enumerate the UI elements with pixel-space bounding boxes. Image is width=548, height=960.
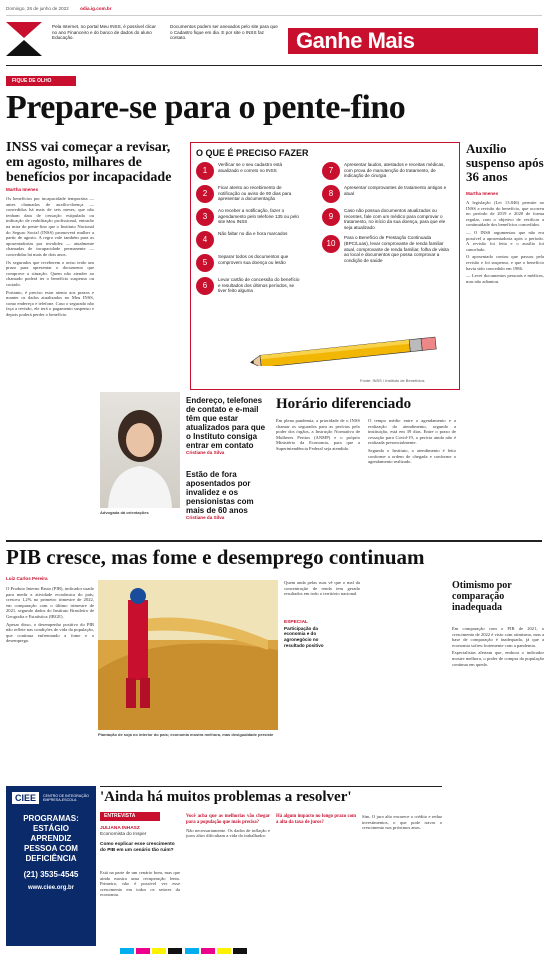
info-item-text: Separar todos os documentos que comprovem sua doença ou lesão bbox=[218, 254, 289, 265]
horario-paragraph: Em plena pandemia, a prioridade de o INSS chamar os segurados para as perícias pelo poder dos órgãos, a Instrução Normativa de Mulheres Peritos (ANMP) e o próprio Ministério da Economia, para que a Superintendência Federal seja atendida. bbox=[276, 418, 360, 451]
info-item bbox=[322, 208, 452, 230]
list-number-icon: 9 bbox=[322, 208, 340, 226]
list-number-icon: 1 bbox=[196, 162, 214, 180]
pib-sidebar bbox=[284, 620, 328, 648]
info-item-text: Não faltar no dia e hora marcados bbox=[218, 231, 288, 236]
list-number-icon: 3 bbox=[196, 208, 214, 226]
horario-body-col2 bbox=[368, 418, 456, 467]
otimismo-paragraph: Especialistas alertam que, embora o indicador mostre melhora, o poder de compra da população continua em queda. bbox=[452, 650, 544, 667]
ciee-org-name: CENTRO DE INTEGRAÇÃO EMPRESA-ESCOLA bbox=[43, 793, 89, 802]
ciee-logo: CIEE bbox=[12, 792, 39, 804]
info-item bbox=[196, 231, 300, 249]
pull-quote-attribution: Cristiane da Silva bbox=[186, 450, 225, 455]
list-number-icon: 10 bbox=[322, 235, 340, 253]
pib-body-col1 bbox=[6, 586, 94, 646]
interview-paragraph: Sim. O juro alto encarece o crédito e reduz investimentos, o que pode travar o crescimento nos próximos anos. bbox=[362, 814, 442, 831]
pull-quote-text: Estão de fora aposentados por invalidez e os pensionistas com mais de 60 anos bbox=[186, 470, 254, 515]
auxilio-paragraph: A legislação (Lei 13.846) permite ao INSS a revisão do benefício, que ocorreu no período de 2019 e 2020 de forma regular, com o objetivo de verificar a continuidade dos benefícios concedidos. bbox=[466, 200, 544, 228]
inss-paragraph: Os benefícios por incapacidade temporária — antes chamados de auxílio-doença — concedidos há mais de seis meses, que não tenham data de cessação estipulada ou indicação de reabilitação profissional, entrarão na mira do pente-fino que o Instituto Nacional do Seguro Social (INSS) promoverá mulher a partir de agosto. A regra vale também para as aposentadorias por invalidez — atualmente chamadas de incapacidade permanente — concedidas há mais de dois anos. bbox=[6, 196, 94, 257]
pib-body-col2 bbox=[284, 580, 360, 599]
pencil-icon bbox=[250, 336, 450, 366]
list-number-icon: 2 bbox=[196, 185, 214, 203]
pib-sidebar-text: Participação da economia e do agronegócio no resultado positivo bbox=[284, 625, 324, 648]
ad-line: PROGRAMAS: bbox=[23, 814, 79, 823]
interview-col1 bbox=[100, 870, 180, 900]
info-item bbox=[322, 235, 452, 263]
horario-headline: Horário diferenciado bbox=[276, 396, 412, 412]
list-number-icon: 7 bbox=[322, 162, 340, 180]
info-item-text: Ficar atento ao recebimento de notificação ou aviso de 90 dias para apresentar a documentação bbox=[218, 185, 292, 202]
pull-quote-2 bbox=[186, 470, 270, 521]
pib-headline: PIB cresce, mas fome e desemprego continuam bbox=[6, 545, 425, 569]
section-tag: FIQUE DE OLHO bbox=[6, 76, 76, 86]
interview-col3 bbox=[276, 814, 356, 828]
auxilio-paragraph: — Levei documentos pessoais e médicos, mas não adiantou. bbox=[466, 273, 544, 284]
info-item bbox=[322, 185, 452, 203]
ad-line: APRENDIZ bbox=[30, 834, 72, 843]
interview-col4 bbox=[362, 814, 442, 833]
ad-line: ESTÁGIO bbox=[32, 824, 69, 833]
otimismo-body bbox=[452, 626, 544, 669]
interview-tag: ENTREVISTA bbox=[100, 812, 160, 821]
inss-author: Martha Imenes bbox=[6, 187, 39, 192]
ad-line: PESSOA COM bbox=[24, 844, 78, 853]
list-number-icon: 8 bbox=[322, 185, 340, 203]
info-item bbox=[196, 254, 300, 272]
ciee-advert[interactable] bbox=[6, 786, 96, 946]
pull-quote-text: Endereço, telefones de contato e e-mail têm que estar atualizados para que o Instituto consiga entrar em contato bbox=[186, 396, 266, 450]
section-masthead: Ganhe Mais bbox=[288, 28, 538, 54]
inss-headline: INSS vai começar a revisar, em agosto, milhares de benefícios por incapacidade bbox=[6, 140, 172, 185]
otimismo-paragraph: Em comparação com o PIB de 2021, o crescimento de 2022 é visto com otimismo, mas a base de comparação é inadequada, já que a economia sofreu fortemente com a pandemia. bbox=[452, 626, 544, 648]
interview-divider bbox=[100, 786, 442, 787]
info-item bbox=[196, 162, 300, 180]
ad-line: DEFICIÊNCIA bbox=[25, 854, 77, 863]
issue-date: Domingo, 26 de junho de 2022 bbox=[6, 6, 69, 11]
info-item-text: Apresentar comprovantes de tratamento antigos e atual bbox=[344, 185, 447, 196]
interviewee-name-text: JULIANA INHASZ bbox=[100, 826, 140, 831]
horario-paragraph: Segundo o Instituto, o atendimento é feito conforme a ordem de chegada e conforme o agendamento realizado. bbox=[368, 447, 456, 465]
pib-sidebar-tag: ESPECIAL bbox=[284, 620, 308, 625]
info-item bbox=[322, 162, 452, 180]
pull-quote-1 bbox=[186, 396, 270, 456]
inss-paragraph: Os segurados que receberem o aviso terão um prazo para apresentar o documento que comprove a situação. Quem não atender ao chamado poderá ter o benefício suspenso ou cortado. bbox=[6, 259, 94, 287]
info-item-text: Ao receber a notificação, fazer o agendamento pelo telefone 135 ou pelo site Meu INSS bbox=[218, 208, 299, 225]
auxilio-paragraph: O aposentado contou que passou pela revisão e foi suspenso, e que o benefício havia sido concedido em 1986. bbox=[466, 254, 544, 271]
print-color-bar bbox=[120, 948, 420, 954]
interview-paragraph: Não necessariamente. Os dados de inflação e juros altos dificultam a vida do trabalhador. bbox=[186, 827, 270, 839]
grain-harvest-photo bbox=[98, 580, 278, 730]
info-item bbox=[196, 208, 300, 226]
auxilio-author: Martha Imenes bbox=[466, 191, 499, 196]
ad-phone: (21) 3535-4545 bbox=[23, 870, 79, 879]
site-url: odia.ig.com.br bbox=[80, 6, 112, 11]
info-box-title: O QUE É PRECISO FAZER bbox=[196, 148, 309, 158]
photo-caption: Advogada dá orientações bbox=[100, 510, 149, 515]
page-topbar bbox=[6, 6, 542, 16]
pull-quote-attribution: Cristiane da Silva bbox=[186, 515, 225, 520]
pib-paragraph: Apesar disso, o desempenho positivo do PIB não reflete nas condições de vida da população, que continua enfrentando a fome e o desemprego. bbox=[6, 621, 94, 644]
pib-photo-caption: Plantação de soja no interior do país; economia mostra melhora, mas desigualdade persiste bbox=[98, 732, 274, 737]
brief-2 bbox=[170, 24, 280, 41]
interviewee-name bbox=[100, 826, 180, 838]
auxilio-paragraph: — O INSS argumentou que não era possível a aposentadoria após o período. A revisão foi feita e o auxílio foi cancelado. bbox=[466, 229, 544, 252]
pib-paragraph: O Produto Interno Bruto (PIB), indicador usado para medir a atividade econômica do país, cresceu 1,2% no primeiro trimestre de 2022, em comparação com o último trimestre de 2021, segundo dados do Instituto Brasileiro de Geografia e Estatística (IBGE). bbox=[6, 586, 94, 619]
pib-author: Luiz Carlos Pereira bbox=[6, 576, 48, 581]
brief-1 bbox=[52, 24, 162, 41]
ad-website[interactable]: www.ciee.org.br bbox=[27, 885, 75, 891]
horario-paragraph: O tempo médio entre o agendamento e a realização do atendimento, segundo a instituição, está em 39 dias. Entre o prazo de cessação para Covid-19, a perícia ainda não é realizada presencialmente. bbox=[368, 418, 456, 446]
info-item-text: Apresentar laudos, atestados e receitas médicas, com prova de manutenção do tratamento, de indicação de cirurgia bbox=[344, 162, 445, 179]
interview-question: Você acha que as melhorias vão chegar para a população que mais precisa? bbox=[186, 814, 270, 825]
info-col-right bbox=[322, 162, 452, 268]
brief-2-text: Documentos podem ser anexados pelo site para que o Cadastro fique em dia. E por site o INSS faz contato. bbox=[170, 24, 278, 41]
flag-logo bbox=[6, 22, 42, 56]
interview-paragraph: Está na parte de um cenário bom, mas que ainda mostra uma recuperação lenta. Primeiro, não é possível ver esse crescimento em todos os setores da economia. bbox=[100, 870, 180, 898]
inss-body-col1 bbox=[6, 196, 94, 319]
interview-question: Como explicar esse crescimento do PIB em um cenário tão ruim? bbox=[100, 842, 175, 853]
list-number-icon: 4 bbox=[196, 231, 214, 249]
auxilio-body bbox=[466, 200, 544, 286]
info-item bbox=[196, 277, 300, 295]
info-box-source: Fonte: INSS / Instituto de Benefícios bbox=[360, 378, 425, 383]
interview-headline: 'Ainda há muitos problemas a resolver' bbox=[100, 789, 352, 805]
auxilio-headline: Auxílio suspenso após 36 anos bbox=[466, 141, 544, 184]
interview-col2 bbox=[186, 814, 270, 841]
inss-paragraph: Portanto, é preciso estar atento aos prazos e manter os dados atualizados no Meu INSS, como endereço e telefone. Caso o segurado não faça a revisão, ele terá o pagamento suspenso e depois poderá perder o benefício. bbox=[6, 289, 94, 317]
section-divider bbox=[6, 540, 542, 542]
interviewee-role: Economista do Insper bbox=[100, 832, 147, 838]
pib-paragraph: Quem anda pelas ruas vê que o mal da concentração de renda tem gerado resultados em todo o território nacional. bbox=[284, 580, 360, 597]
list-number-icon: 6 bbox=[196, 277, 214, 295]
info-item bbox=[196, 185, 300, 203]
page-headline: Prepare-se para o pente-fino bbox=[6, 89, 406, 126]
info-item-text: Verificar se o seu cadastro está atualizado e correto no INSS bbox=[218, 162, 283, 173]
info-item-text: Caso não possua documentos atualizados ou recentes, fale com um médico para comprovar o tratamento, no início da sua doença, para que ele seja atualizado bbox=[344, 208, 446, 230]
brief-1-text: Pela Internet, no portal Meu INSS, é possível clicar no ano Financeiro e do banco de dados do aluno Educação. bbox=[52, 24, 156, 41]
info-item-text: Para o Benefício de Prestação Continuada (BPC/Loas), levar comprovante de renda familiar atual, comprovante de renda familiar, folha de visita ao local e documentos que possa comprovar a condição de saúde bbox=[344, 235, 449, 263]
info-col-left bbox=[196, 162, 300, 300]
otimismo-headline: Otimismo por comparação inadequada bbox=[452, 580, 512, 613]
interview-question: Há algum impacto no longo prazo com a alta da taxa de juros? bbox=[276, 814, 356, 825]
list-number-icon: 5 bbox=[196, 254, 214, 272]
horario-body-col1 bbox=[276, 418, 360, 454]
info-item-text: Levar cartão de concessão do benefício e resultados dos últimos períodos, se tiver feito alguma bbox=[218, 277, 300, 294]
lawyer-photo bbox=[100, 392, 180, 508]
